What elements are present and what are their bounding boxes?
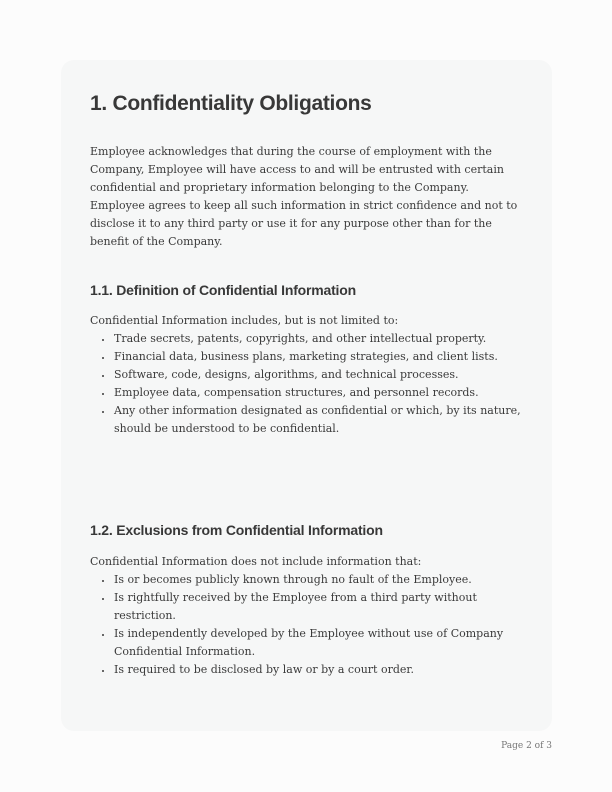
section-definition-bullet-list <box>90 330 523 438</box>
section-exclusions-bullet-list <box>90 571 523 679</box>
section-exclusions-lead: Confidential Information does not include information that: <box>90 554 422 568</box>
bullet-item: • Software, code, designs, algorithms, and technical processes. <box>113 366 523 384</box>
section-definition-heading: 1.1. Definition of Confidential Information <box>90 282 356 299</box>
section-exclusions-heading: 1.2. Exclusions from Confidential Information <box>90 522 383 539</box>
bullet-item: • Any other information designated as confidential or which, by its nature, should be understood to be confidential. <box>113 402 523 438</box>
bullet-item: • Is or becomes publicly known through no fault of the Employee. <box>113 571 523 589</box>
intro-paragraph: Employee acknowledges that during the course of employment with the Company, Employee will have access to and will be entrusted with certain confidential and proprietary information belonging to the Company. Employee agrees to keep all such information in strict confidence and not to disclose it to any third party or use it for any purpose other than for the benefit of the Company. <box>90 145 518 249</box>
document-page-card <box>61 60 552 731</box>
bullet-item: • Employee data, compensation structures, and personnel records. <box>113 384 523 402</box>
section-definition-lead: Confidential Information includes, but is not limited to: <box>90 314 399 328</box>
section-exclusions <box>90 521 523 678</box>
bullet-item: • Trade secrets, patents, copyrights, and other intellectual property. <box>113 330 523 348</box>
section-definition <box>90 281 523 438</box>
document-title: 1. Confidentiality Obligations <box>90 92 372 115</box>
bullet-item: • Is rightfully received by the Employee from a third party without restriction. <box>113 589 523 625</box>
bullet-item: • Financial data, business plans, marketing strategies, and client lists. <box>113 348 523 366</box>
page-number-indicator: Page 2 of 3 <box>501 741 552 751</box>
bullet-item: • Is required to be disclosed by law or by a court order. <box>113 661 523 679</box>
bullet-item: • Is independently developed by the Employee without use of Company Confidential Information. <box>113 625 523 661</box>
